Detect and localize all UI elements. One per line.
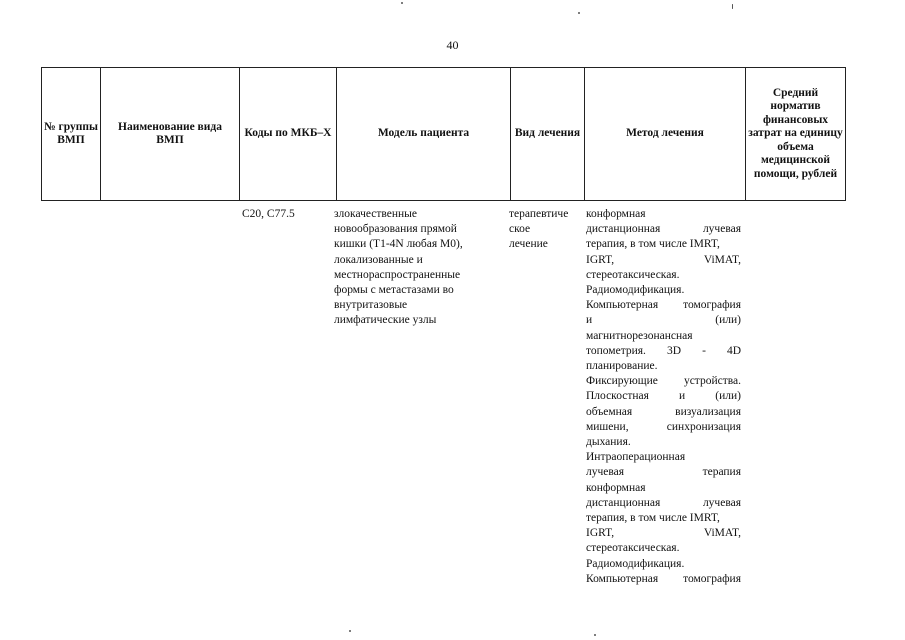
cell-treatment-type: [509, 207, 583, 253]
method-word: визуализация: [675, 405, 741, 418]
cell-treatment-method: [586, 207, 741, 587]
method-word: Плоскостная: [586, 390, 649, 403]
method-word: дыхания.: [586, 436, 631, 449]
method-word: Компьютерная: [586, 572, 659, 585]
method-word: Компьютерная: [586, 299, 659, 312]
table-header: [41, 67, 846, 201]
method-line: [586, 435, 741, 450]
method-word: Фиксирующие: [586, 375, 658, 388]
treatment-type-line: лечение: [509, 238, 548, 251]
method-word: мишени,: [586, 420, 629, 433]
method-line: [586, 359, 741, 374]
method-line: [586, 207, 741, 222]
method-line: [586, 450, 741, 465]
method-word: синхронизация: [666, 420, 741, 433]
patient-model-line: формы с метастазами во: [334, 284, 454, 297]
method-line: [586, 237, 741, 252]
method-word: планирование.: [586, 360, 658, 373]
method-word: дистанционная: [586, 496, 661, 509]
method-line: [586, 420, 741, 435]
method-word: конформная: [586, 481, 646, 494]
method-word: томография: [683, 572, 741, 585]
method-line: [586, 268, 741, 283]
treatment-type-line: терапевтиче: [509, 208, 569, 220]
method-word: объемная: [586, 405, 633, 418]
scan-speck: [578, 12, 580, 14]
method-word: 4D: [726, 344, 741, 357]
method-word: IGRT,: [586, 527, 615, 540]
method-word: IGRT,: [586, 253, 615, 266]
method-word: терапия, в том числе IMRT,: [586, 512, 720, 525]
method-line: [586, 405, 741, 420]
method-line: [586, 526, 741, 541]
page-number: 40: [446, 38, 459, 52]
method-line: [586, 557, 741, 572]
header-treatment-method: Метод лечения: [585, 68, 746, 201]
method-word: Радиомодификация.: [586, 557, 685, 570]
method-word: стереотаксическая.: [586, 268, 680, 281]
cell-icd-codes: C20, C77.5: [242, 208, 295, 220]
patient-model-line: злокачественные: [334, 208, 417, 220]
method-line: [586, 222, 741, 237]
method-word: стереотаксическая.: [586, 542, 680, 555]
method-line: [586, 511, 741, 526]
method-line: [586, 283, 741, 298]
method-word: конформная: [586, 208, 646, 220]
method-word: Интраоперационная: [586, 451, 686, 464]
method-word: устройства.: [683, 375, 741, 388]
header-treatment-type: Вид лечения: [511, 68, 585, 201]
header-group-number: № группы ВМП: [42, 68, 101, 201]
method-word: 3D: [666, 344, 682, 357]
method-word: и: [679, 390, 686, 403]
method-line: [586, 572, 741, 587]
method-word: (или): [715, 390, 741, 403]
method-word: и: [586, 314, 593, 327]
patient-model-line: новообразования прямой: [334, 223, 457, 236]
method-word: терапия: [702, 466, 741, 479]
patient-model-line: лимфатические узлы: [334, 314, 437, 327]
scan-speck: [594, 634, 596, 636]
method-line: [586, 389, 741, 404]
method-line: [586, 496, 741, 511]
method-word: топометрия.: [586, 344, 646, 357]
method-line: [586, 541, 741, 556]
header-type-name: Наименование вида ВМП: [101, 68, 240, 201]
method-word: лучевая: [702, 223, 741, 236]
method-word: дистанционная: [586, 223, 661, 236]
method-word: лучевая: [586, 466, 625, 479]
scan-speck: [732, 4, 733, 9]
patient-model-line: кишки (T1-4N любая M0),: [334, 238, 463, 251]
treatment-type-line: ское: [509, 223, 531, 236]
scan-speck: [349, 630, 351, 632]
header-average-cost: Средний норматив финансовых затрат на единицу объема медицинской помощи, рублей: [746, 68, 846, 201]
method-line: [586, 481, 741, 496]
header-icd-codes: Коды по МКБ–Х: [240, 68, 337, 201]
method-line: [586, 329, 741, 344]
method-line: [586, 313, 741, 328]
method-word: терапия, в том числе IMRT,: [586, 238, 720, 251]
method-line: [586, 344, 741, 359]
method-word: томография: [683, 299, 741, 312]
header-patient-model: Модель пациента: [337, 68, 511, 201]
method-word: (или): [715, 314, 741, 327]
method-word: -: [702, 344, 706, 357]
method-line: [586, 298, 741, 313]
method-word: ViMAT,: [703, 253, 741, 266]
patient-model-line: местнораспространенные: [334, 268, 461, 281]
patient-model-line: внутритазовые: [334, 299, 408, 312]
method-word: Радиомодификация.: [586, 284, 685, 297]
method-line: [586, 465, 741, 480]
patient-model-line: локализованные и: [334, 253, 423, 266]
method-word: магнитнорезонансная: [586, 329, 693, 342]
method-line: [586, 374, 741, 389]
method-word: лучевая: [702, 496, 741, 509]
scan-speck: [401, 2, 403, 4]
method-word: ViMAT,: [703, 527, 741, 540]
method-line: [586, 253, 741, 268]
cell-patient-model: [334, 207, 506, 329]
